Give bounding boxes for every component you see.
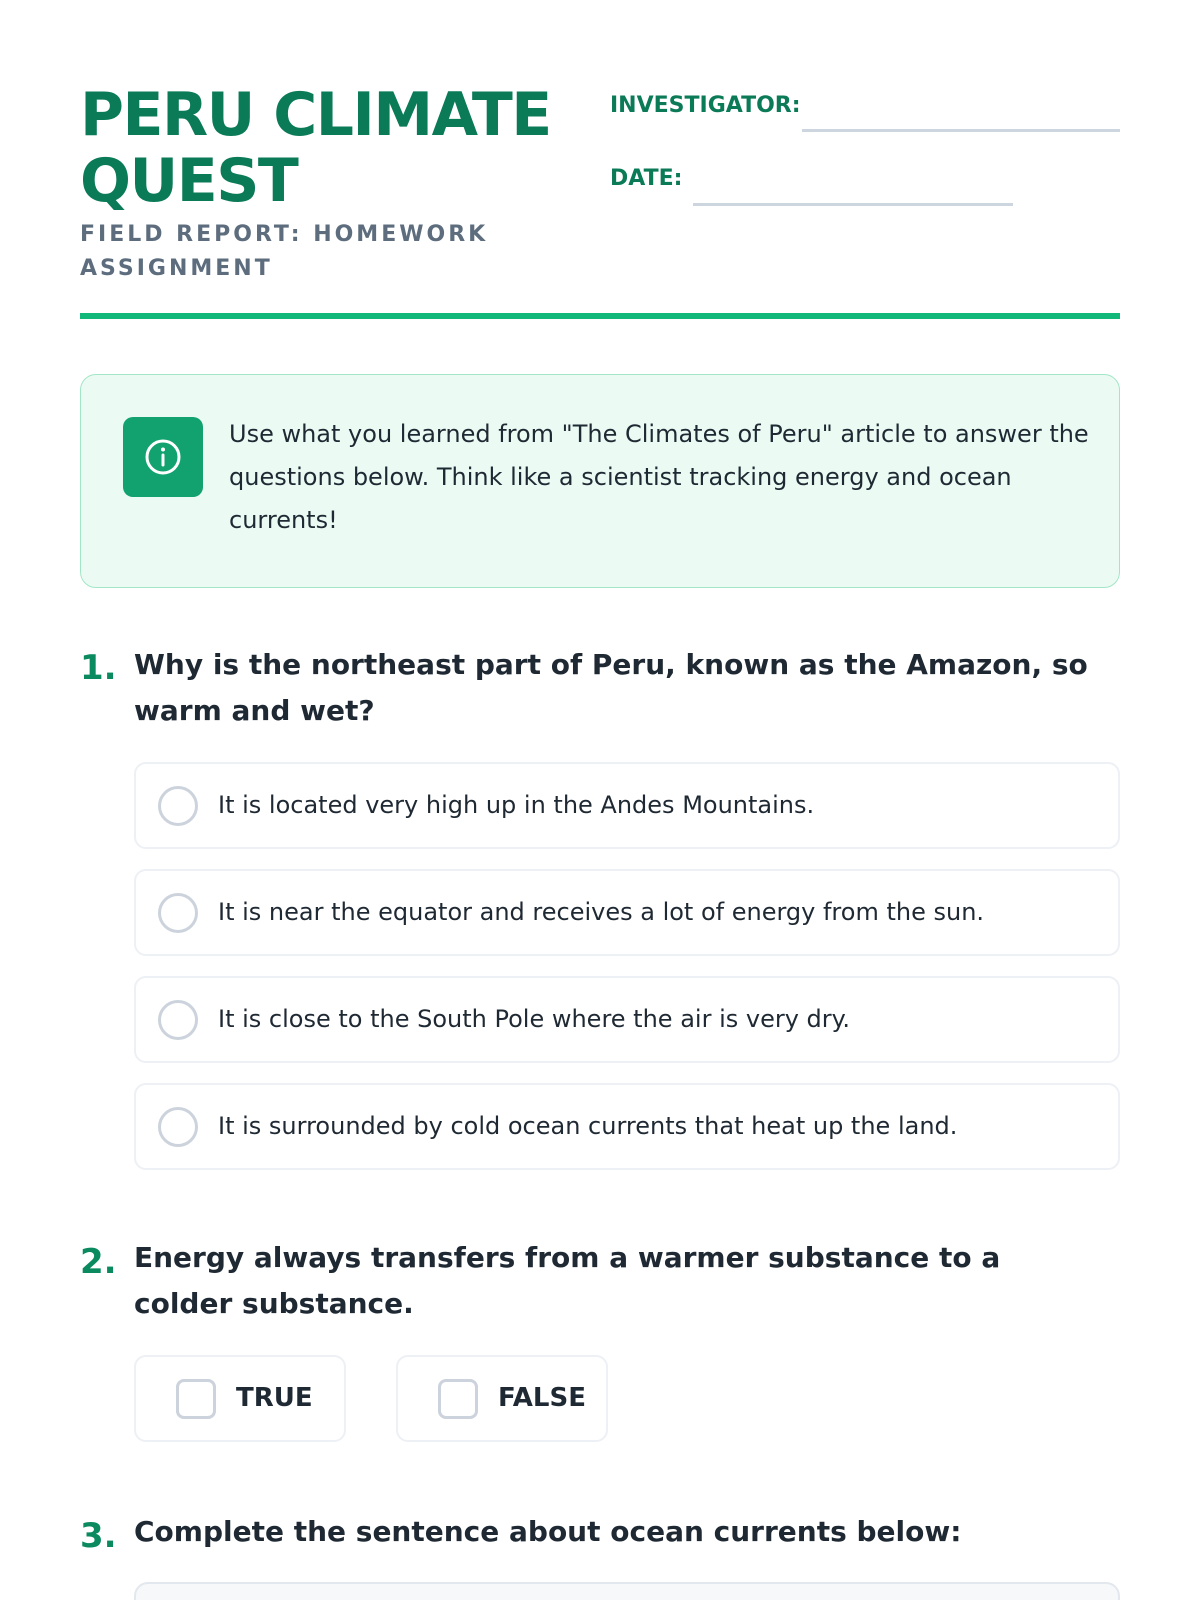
option-label: It is surrounded by cold ocean currents that heat up the land. [218,1112,958,1140]
date-input-line[interactable] [693,203,1013,206]
radio-button[interactable] [158,1000,198,1040]
q1-option-b[interactable] [134,869,1120,956]
checkbox[interactable] [438,1379,478,1419]
date-label: DATE: [610,166,683,191]
investigator-label: INVESTIGATOR: [610,93,801,118]
radio-button[interactable] [158,1107,198,1147]
question-3-text: Complete the sentence about ocean currents below: [134,1515,962,1548]
header-divider [80,313,1120,319]
option-label: It is near the equator and receives a lot of energy from the sun. [218,898,985,926]
question-2-number: 2. [80,1242,117,1282]
page-subtitle: FIELD REPORT: HOMEWORK ASSIGNMENT [80,222,489,281]
question-1-number: 1. [80,648,117,688]
option-label: It is close to the South Pole where the air is very dry. [218,1005,851,1033]
investigator-input-line[interactable] [802,129,1120,132]
option-label: It is located very high up in the Andes Mountains. [218,791,815,819]
q1-option-a[interactable] [134,762,1120,849]
q1-option-d[interactable] [134,1083,1120,1170]
radio-button[interactable] [158,893,198,933]
q1-option-c[interactable] [134,976,1120,1063]
instructions-callout [80,374,1120,588]
radio-button[interactable] [158,786,198,826]
instructions-text: Use what you learned from "The Climates of Peru" article to answer the questions below. Think like a scientist tracking energy and ocean currents! [229,420,1089,534]
question-2-text: Energy always transfers from a warmer substance to a colder substance. [134,1241,1001,1320]
question-1-text: Why is the northeast part of Peru, known as the Amazon, so warm and wet? [134,648,1088,727]
false-label: FALSE [498,1383,586,1413]
false-option[interactable] [396,1355,608,1442]
checkbox[interactable] [176,1379,216,1419]
page-title: PERU CLIMATE QUEST [80,80,551,216]
info-icon-badge [123,417,203,497]
question-3-number: 3. [80,1516,117,1556]
sentence-completion-box[interactable] [134,1582,1120,1600]
true-option[interactable] [134,1355,346,1442]
true-label: TRUE [236,1383,313,1413]
info-icon [143,437,183,477]
